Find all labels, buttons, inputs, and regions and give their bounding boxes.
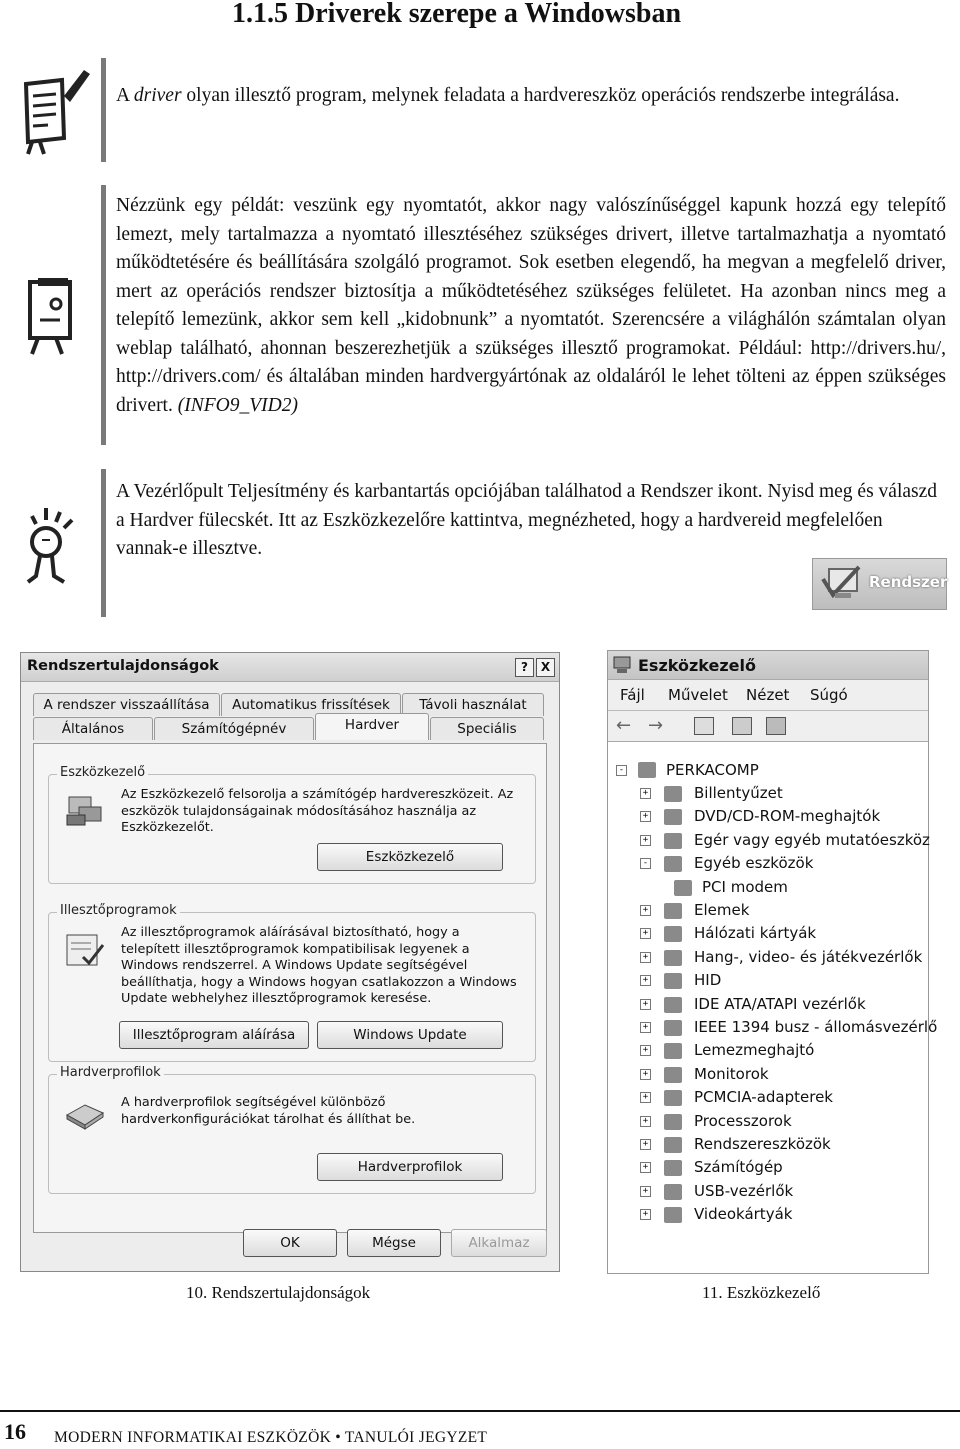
vertical-bar [101,58,106,162]
drivers-group [48,903,536,1062]
expand-icon[interactable]: + [640,1069,651,1080]
tab-remote[interactable]: Távoli használat [402,693,544,716]
tree-root-label: PERKACOMP [666,761,759,779]
back-arrow-icon[interactable]: ← [616,715,632,736]
expand-icon[interactable]: + [640,1209,651,1220]
lightbulb-icon [22,498,82,588]
device-icon [674,880,692,896]
example-paragraph: Nézzünk egy példát: veszünk egy nyomtatót, akkor nagy valószínűséggel kapunk hozzá egy telepítő lemezt, mely tartalmazza a nyomtató illesztéséhez szükséges drivert, illetve tartalmazhatja a nyomtató működtetésére és beállítására szolgáló programot. Sok esetben elegendő, ha megvan a megfelelő driver, mert az operációs rendszer biztosítja a működtetéséhez szükséges felületet. Ha azonban nincs meg a telepítő lemezünk, akkor sem kell „kidobnunk” a nyomtatót. Szerencsére a világhálón számtalan olyan weblap található, ahonnan beszerezhetjük a szükséges illesztő programokat. Például: http://drivers.hu/, http://drivers.com/ és általában minden hardvergyártónak az oldaláról le lehet tölteni az éppen szükséges drivert. (INFO9_VID2) [116,195,946,416]
computer-icon [638,762,656,778]
device-icon [664,833,682,849]
drivers-text: Az illesztőprogramok aláírásával biztosítható, hogy a telepített illesztőprogramok kompatibilisak legyenek a Windows rendszerrel. A Windows Update segítségével beállíthatja, hogy a Windows hogyan csatlakozzon a Windows Update webhelyhez illesztőprogramok keresése. [121,925,517,1007]
footer-divider [0,1410,960,1412]
tree-item-label: IEEE 1394 busz - állomásvezérlő [694,1018,938,1036]
windows-update-button[interactable]: Windows Update [317,1021,503,1049]
definition-paragraph: A driver olyan illesztő program, melynek feladata a hardvereszköz operációs rendszerbe integrálása. [116,85,900,106]
video-reference: (INFO9_VID2) [177,394,298,416]
hardware-profiles-group [48,1065,536,1194]
dialog-title: Rendszertulajdonságok [27,658,219,674]
expand-icon[interactable]: + [640,928,651,939]
tabs-row-1 [33,693,545,715]
rendszer-icon-button[interactable] [812,558,947,610]
tree-item-label: Hálózati kártyák [694,924,817,943]
expand-icon[interactable]: + [640,1022,651,1033]
cancel-button[interactable]: Mégse [347,1229,441,1257]
hardware-profiles-icon [63,1091,107,1131]
expand-icon[interactable]: + [640,1092,651,1103]
tree-item-label: Számítógép [694,1158,783,1177]
tree-item-label: Elemek [694,901,750,919]
device-icon [664,997,682,1013]
figure-caption-11: 11. Eszközkezelő [702,1283,821,1302]
device-manager-icon [63,789,107,829]
device-icon [664,1067,682,1083]
menu-help[interactable]: Súgó [810,686,848,704]
tab-general[interactable]: Általános [33,717,153,740]
tree-item-label: Videokártyák [694,1205,793,1224]
device-manager-legend: Eszközkezelő [57,765,148,780]
expand-icon[interactable]: + [640,952,651,963]
device-manager-button[interactable]: Eszközkezelő [317,843,503,871]
tab-system-restore[interactable]: A rendszer visszaállítása [33,693,220,716]
device-icon [664,973,682,989]
ok-button[interactable]: OK [243,1229,337,1257]
forward-arrow-icon[interactable]: → [648,715,664,736]
hardware-profiles-legend: Hardverprofilok [57,1065,164,1080]
expand-icon[interactable]: + [640,788,651,799]
device-manager-group [48,765,536,884]
expand-icon[interactable]: + [640,1045,651,1056]
devmgr-title: Eszközkezelő [638,656,756,675]
menu-file[interactable]: Fájl [620,686,645,704]
menu-view[interactable]: Nézet [746,686,790,704]
expand-icon[interactable]: + [640,1139,651,1150]
book-reader-icon [26,272,80,358]
vertical-bar [101,469,106,617]
notepad-pencil-icon [18,66,92,156]
computer-icon [612,655,632,675]
hardware-panel [33,743,547,1233]
help-icon[interactable] [766,717,786,735]
dialog-titlebar [21,653,559,682]
collapse-icon[interactable]: - [616,765,627,776]
expand-icon[interactable]: + [640,1162,651,1173]
device-manager-window [607,650,938,1274]
tree-item-label: Billentyűzet [694,784,783,802]
figure-caption-10: 10. Rendszertulajdonságok [186,1283,371,1302]
system-monitor-icon [819,565,863,603]
tabs-row-2 [33,717,545,739]
devmgr-menubar [608,680,928,711]
tree-item-label: Rendszereszközök [694,1135,831,1153]
device-manager-text: Az Eszközkezelő felsorolja a számítógép hardvereszközeit. Az eszközök tulajdonságainak módosításához használja az Eszközkezelőt. [121,787,514,836]
driver-signing-button[interactable]: Illesztőprogram aláírása [119,1021,309,1049]
device-icon [664,1137,682,1153]
footer-title: MODERN INFORMATIKAI ESZKÖZÖK • TANULÓI JEGYZET [54,1429,488,1446]
expand-icon[interactable]: + [640,999,651,1010]
device-icon [664,950,682,966]
device-icon [664,1184,682,1200]
help-button[interactable]: ? [515,658,534,677]
device-icon [664,1020,682,1036]
expand-icon[interactable]: + [640,975,651,986]
device-icon [664,1043,682,1059]
tree-item-label: PCI modem [702,877,788,896]
expand-icon[interactable]: + [640,835,651,846]
tree-item-label: PCMCIA-adapterek [694,1088,833,1107]
driver-signing-icon [63,931,107,971]
device-icon [664,1090,682,1106]
device-icon [664,1207,682,1223]
device-icon [664,856,682,872]
device-icon [664,1114,682,1130]
tree-item-label: Processzorok [694,1111,792,1130]
collapse-icon[interactable]: - [640,858,651,869]
devmgr-titlebar [608,651,928,680]
drivers-legend: Illesztőprogramok [57,903,180,918]
expand-icon[interactable]: + [640,1116,651,1127]
menu-action[interactable]: Művelet [668,686,728,704]
tree-item-label: USB-vezérlők [694,1181,794,1200]
devmgr-toolbar [608,711,928,742]
tab-hardware[interactable]: Hardver [315,713,429,740]
section-title: 1.1.5 Driverek szerepe a Windowsban [232,0,682,29]
tree-item-label: DVD/CD-ROM-meghajtók [694,807,881,826]
tree-item-label: Egér vagy egyéb mutatóeszköz [694,830,930,849]
tree-item-label: HID [694,971,722,990]
tab-advanced[interactable]: Speciális [430,717,544,740]
device-icon [664,926,682,942]
expand-icon[interactable]: + [640,905,651,916]
rendszer-label: Rendszer [869,573,948,591]
system-properties-dialog [20,652,560,1272]
device-icon [664,809,682,825]
close-button[interactable]: X [536,658,555,677]
hardware-profiles-text: A hardverprofilok segítségével különböző hardverkonfigurációkat tárolhat és állíthat be. [121,1095,416,1127]
properties-icon[interactable] [694,717,714,735]
tab-automatic-updates[interactable]: Automatikus frissítések [221,693,401,716]
device-icon [664,903,682,919]
tree-item-label: Hang-, video- és játékvezérlők [694,947,923,966]
apply-button[interactable]: Alkalmaz [451,1229,547,1257]
tab-computer-name[interactable]: Számítógépnév [154,717,314,740]
hardware-profiles-button[interactable]: Hardverprofilok [317,1153,503,1181]
print-icon[interactable] [732,717,752,735]
tip-paragraph: A Vezérlőpult Teljesítmény és karbantartás opciójában találhatod a Rendszer ikont. Nyisd meg és válaszd a Hardver fülecskét. Itt az Eszközkezelőre kattintva, megnézheted, hogy a hardvereid megfelelően vannak-e illesztve. [116,481,938,559]
device-icon [664,786,682,802]
expand-icon[interactable]: + [640,811,651,822]
tree-item-label: Egyéb eszközök [694,854,814,873]
tree-item-label: IDE ATA/ATAPI vezérlők [694,994,866,1013]
page-number: 16 [4,1419,26,1444]
vertical-bar [101,185,106,445]
tree-item-label: Lemezmeghajtó [694,1041,815,1060]
device-icon [664,1160,682,1176]
expand-icon[interactable]: + [640,1186,651,1197]
tree-item-label: Monitorok [694,1064,769,1083]
